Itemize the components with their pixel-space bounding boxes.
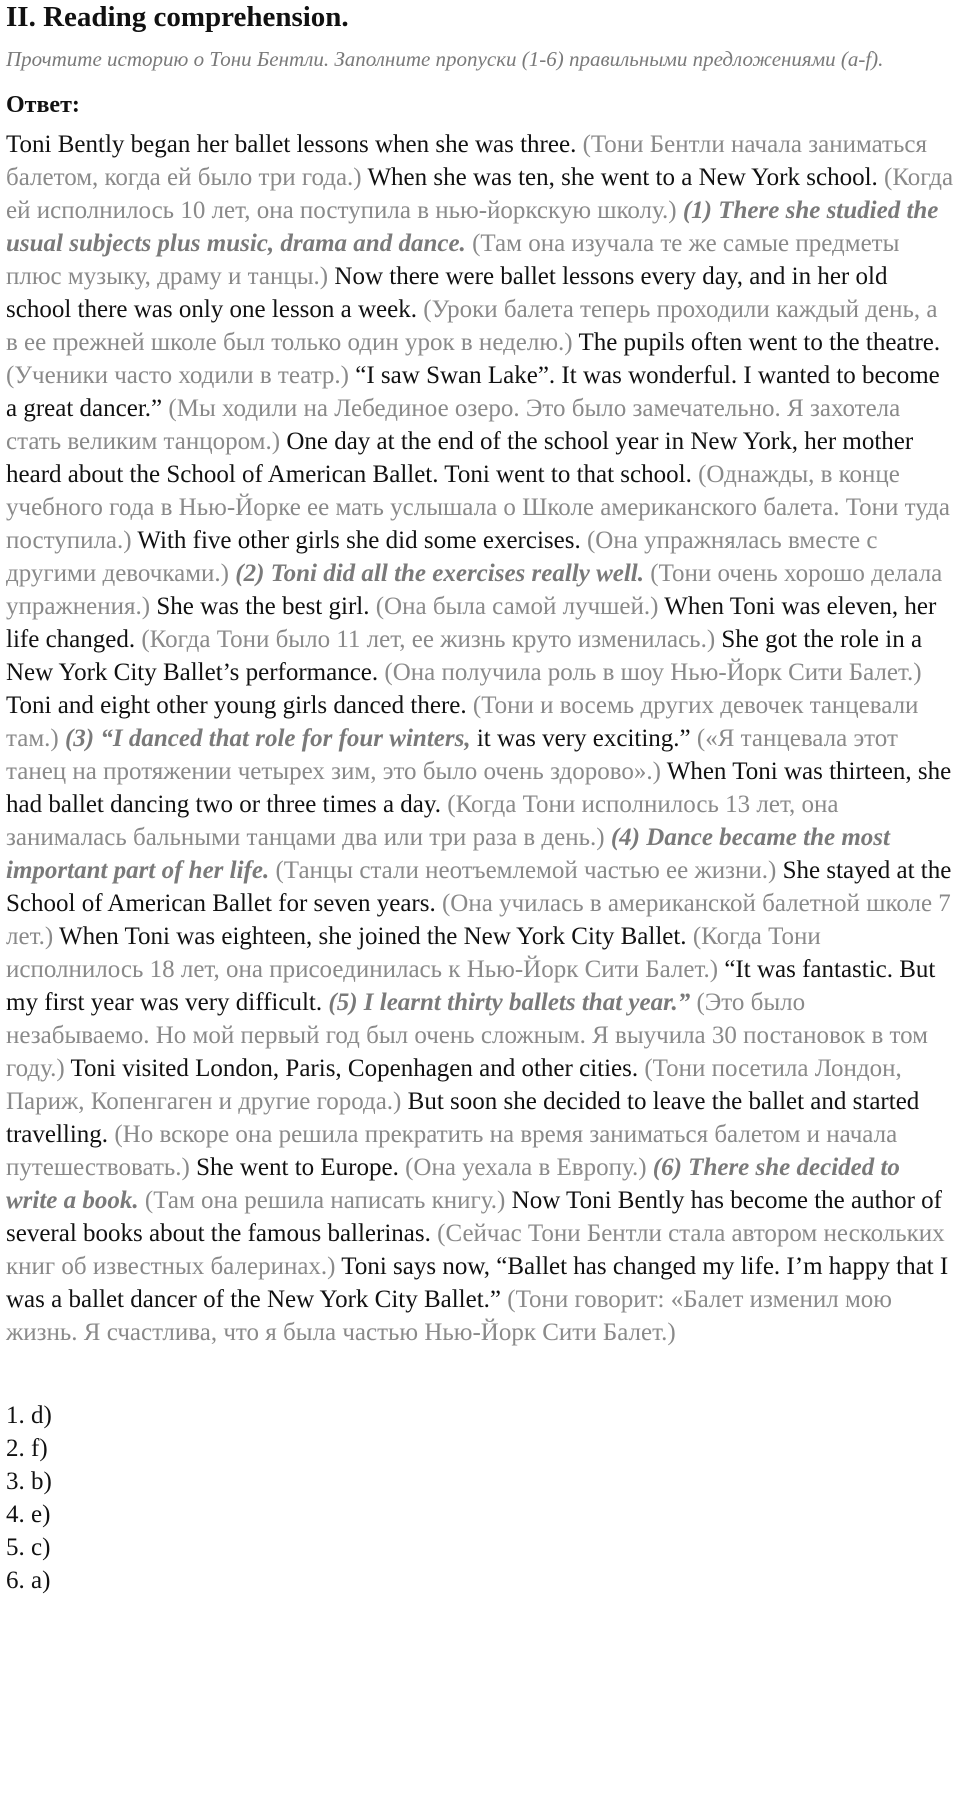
story-english-sentence: “It was fantastic. But my first year was very difficult.	[6, 956, 936, 1016]
story-english-sentence: “I saw Swan Lake”. It was wonderful. I wanted to become a great dancer.”	[6, 362, 940, 422]
answer-key-item: 2. f)	[6, 1435, 48, 1462]
story-russian-translation: (Там она решила написать книгу.)	[144, 1187, 512, 1214]
story-english-sentence: Toni says now, “Ballet has changed my life. I’m happy that I was a ballet dancer of the New York City Ballet.”	[6, 1253, 949, 1313]
answer-key-item: 4. e)	[6, 1501, 51, 1528]
story-text	[6, 128, 954, 1349]
story-inserted-answer: (3) “I danced that role for four winters,	[64, 725, 471, 752]
story-russian-translation: (Она упражнялась вместе с другими девочками.)	[6, 527, 878, 587]
story-english-sentence: One day at the end of the school year in New York, her mother heard about the School of American Ballet. Toni went to that school.	[6, 428, 914, 488]
story-english-sentence: Toni visited London, Paris, Copenhagen and other cities.	[70, 1055, 645, 1082]
story-english-sentence: She went to Europe.	[196, 1154, 406, 1181]
task-instruction: Прочтите историю о Тони Бентли. Заполните пропуски (1-6) правильными предложениями (a-f).	[6, 47, 884, 71]
story-russian-translation: (Тони и восемь других девочек танцевали там.)	[6, 692, 919, 752]
story-russian-translation: (Когда Тони исполнилось 18 лет, она присоединилась к Нью-Йорк Сити Балет.)	[6, 923, 821, 983]
story-inserted-answer: (2) Toni did all the exercises really well.	[235, 560, 651, 587]
story-english-sentence: When Toni was thirteen, she had ballet dancing two or three times a day.	[6, 758, 952, 818]
story-english-sentence: She was the best girl.	[156, 593, 376, 620]
story-english-sentence: When Toni was eighteen, she joined the New York City Ballet.	[59, 923, 693, 950]
section-title: II. Reading comprehension.	[6, 1, 349, 33]
story-russian-translation: (Тони Бентли начала заниматься балетом, когда ей было три года.)	[6, 131, 927, 191]
story-english-sentence: When Toni was eleven, her life changed.	[6, 593, 937, 653]
story-english-sentence: Toni and eight other young girls danced there.	[6, 692, 473, 719]
answer-key-list	[6, 1399, 954, 1597]
story-english-sentence: Now Toni Bently has become the author of several books about the famous ballerinas.	[6, 1187, 942, 1247]
story-english-sentence: Toni Bently began her ballet lessons when she was three.	[6, 131, 583, 158]
story-english-sentence: With five other girls she did some exercises.	[137, 527, 587, 554]
story-english-sentence: She got the role in a New York City Ballet’s performance.	[6, 626, 923, 686]
story-inserted-answer: (6) There she decided to write a book.	[6, 1154, 900, 1214]
story-inserted-answer: (4) Dance became the most important part of her life.	[6, 824, 890, 884]
story-russian-translation: (Это было незабываемо. Но мой первый год был очень сложным. Я выучила 30 постановок в том году.)	[6, 989, 928, 1082]
answer-key-item: 1. d)	[6, 1402, 52, 1429]
story-english-sentence: But soon she decided to leave the ballet and started travelling.	[6, 1088, 920, 1148]
story-russian-translation: (Танцы стали неотъемлемой частью ее жизни.)	[275, 857, 783, 884]
story-russian-translation: (Когда Тони было 11 лет, ее жизнь круто изменилась.)	[141, 626, 722, 653]
story-english-sentence: She stayed at the School of American Ballet for seven years.	[6, 857, 952, 917]
answer-key-item: 6. a)	[6, 1567, 51, 1594]
story-russian-translation: (Тони очень хорошо делала упражнения.)	[6, 560, 943, 620]
story-russian-translation: (Там она изучала те же самые предметы плюс музыку, драму и танцы.)	[6, 230, 900, 290]
story-russian-translation: (Она уехала в Европу.)	[405, 1154, 653, 1181]
story-russian-translation: (Тони говорит: «Балет изменил мою жизнь. Я счастлива, что я была частью Нью-Йорк Сити Балет.)	[6, 1286, 892, 1346]
answer-label: Ответ:	[6, 92, 80, 118]
story-russian-translation: (Когда Тони исполнилось 13 лет, она занималась бальными танцами два или три раза в день.)	[6, 791, 839, 851]
story-russian-translation: (Сейчас Тони Бентли стала автором нескольких книг об известных балеринах.)	[6, 1220, 945, 1280]
story-russian-translation: (Когда ей исполнилось 10 лет, она поступила в нью-йоркскую школу.)	[6, 164, 954, 224]
story-russian-translation: («Я танцевала этот танец на протяжении четырех зим, это было очень здорово».)	[6, 725, 898, 785]
story-inserted-answer: (1) There she studied the usual subjects plus music, drama and dance.	[6, 197, 939, 257]
story-russian-translation: (Мы ходили на Лебединое озеро. Это было замечательно. Я захотела стать великим танцором.)	[6, 395, 901, 455]
story-inserted-answer: (5) I learnt thirty ballets that year.”	[328, 989, 697, 1016]
story-russian-translation: (Тони посетила Лондон, Париж, Копенгаген и другие города.)	[6, 1055, 902, 1115]
story-english-sentence: Now there were ballet lessons every day, and in her old school there was only one lesson a week.	[6, 263, 888, 323]
story-russian-translation: (Уроки балета теперь проходили каждый день, а в ее прежней школе был только один урок в неделю.)	[6, 296, 938, 356]
story-russian-translation: (Ученики часто ходили в театр.)	[6, 362, 356, 389]
story-english-sentence: When she was ten, she went to a New York school.	[367, 164, 885, 191]
story-english-sentence: The pupils often went to the theatre.	[578, 329, 941, 356]
story-russian-translation: (Она получила роль в шоу Нью-Йорк Сити Балет.)	[384, 659, 922, 686]
answer-key-item: 3. b)	[6, 1468, 52, 1495]
story-russian-translation: (Она училась в американской балетной школе 7 лет.)	[6, 890, 951, 950]
answer-key-item: 5. c)	[6, 1534, 51, 1561]
story-russian-translation: (Но вскоре она решила прекратить на время заниматься балетом и начала путешествовать.)	[6, 1121, 898, 1181]
story-english-sentence: it was very exciting.”	[470, 725, 697, 752]
story-russian-translation: (Однажды, в конце учебного года в Нью-Йорке ее мать услышала о Школе американского балета. Тони туда поступила.)	[6, 461, 950, 554]
story-russian-translation: (Она была самой лучшей.)	[375, 593, 665, 620]
